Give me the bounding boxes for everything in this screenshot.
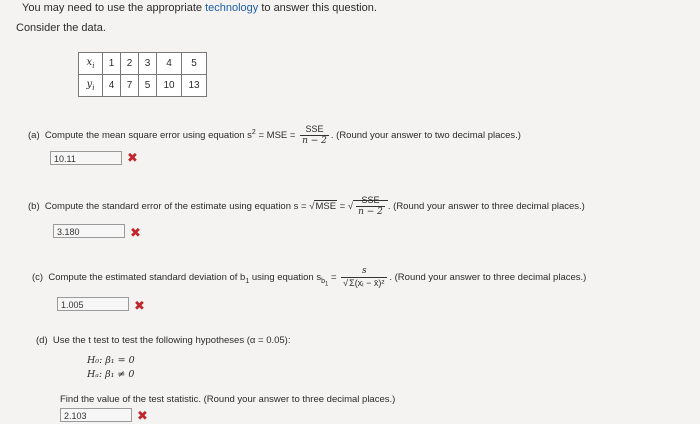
part-a-question: (a) Compute the mean square error using equation $s^2$ = MSE = $\frac{\text{SSE}}{n - 2}$ . (Round your answer to two decimal places.) (28, 124, 521, 146)
x-cell: 3 (139, 53, 157, 75)
table-row-y (79, 75, 207, 97)
x-header: $x_i$ (79, 53, 103, 75)
y-cell: 13 (182, 75, 207, 97)
part-d-question: (d) Use the t test to test the following hypotheses (α = 0.05): (36, 335, 291, 346)
x-cell: 5 (182, 53, 207, 75)
part-c-question: (c) Compute the estimated standard deviation of $b_1$ using equation $s_{b_1}$ = $\frac{s}{\text{√Σ(xᵢ − x̄)²}}$ . (Round your answer to three decimal places.) (32, 266, 587, 288)
part-d-instruction: Find the value of the test statistic. (Round your answer to three decimal places.) (60, 394, 396, 405)
x-cell: 1 (103, 53, 121, 75)
sse-fraction: $\frac{\text{SSE}}{n - 2}$ (302, 124, 327, 146)
part-b-question: (b) Compute the standard error of the estimate using equation s = √MSE = √ $\frac{\text{SSE}}{n - 2}$ . (Round your answer to three decimal places.) (28, 195, 585, 217)
incorrect-icon: ✖ (127, 150, 138, 165)
x-cell: 2 (121, 53, 139, 75)
intro-suffix: to answer this question. (258, 2, 377, 14)
y-cell: 5 (139, 75, 157, 97)
incorrect-icon: ✖ (137, 408, 148, 423)
table-row-x (79, 53, 207, 75)
intro-text (22, 2, 377, 14)
sb1-fraction: $\frac{s}{\text{√Σ(xᵢ − x̄)²}}$ (341, 266, 387, 289)
answer-d-input[interactable]: 2.103 (60, 408, 132, 422)
consider-text: Consider the data. (16, 22, 106, 34)
alternative-hypothesis: Hₐ: β₁ ≠ 0 (87, 369, 135, 380)
answer-c-input[interactable]: 1.005 (57, 297, 129, 311)
incorrect-icon: ✖ (134, 298, 145, 313)
y-cell: 4 (103, 75, 121, 97)
technology-link[interactable]: technology (205, 2, 259, 14)
data-table (78, 52, 207, 97)
incorrect-icon: ✖ (130, 225, 141, 240)
x-cell: 4 (157, 53, 182, 75)
intro-prefix: You may need to use the appropriate (22, 2, 206, 14)
null-hypothesis: H₀: β₁ = 0 (87, 355, 135, 366)
y-cell: 10 (157, 75, 182, 97)
answer-b-input[interactable]: 3.180 (53, 224, 125, 238)
answer-a-input[interactable]: 10.11 (50, 151, 122, 165)
y-cell: 7 (121, 75, 139, 97)
y-header: $y_i$ (79, 75, 103, 97)
